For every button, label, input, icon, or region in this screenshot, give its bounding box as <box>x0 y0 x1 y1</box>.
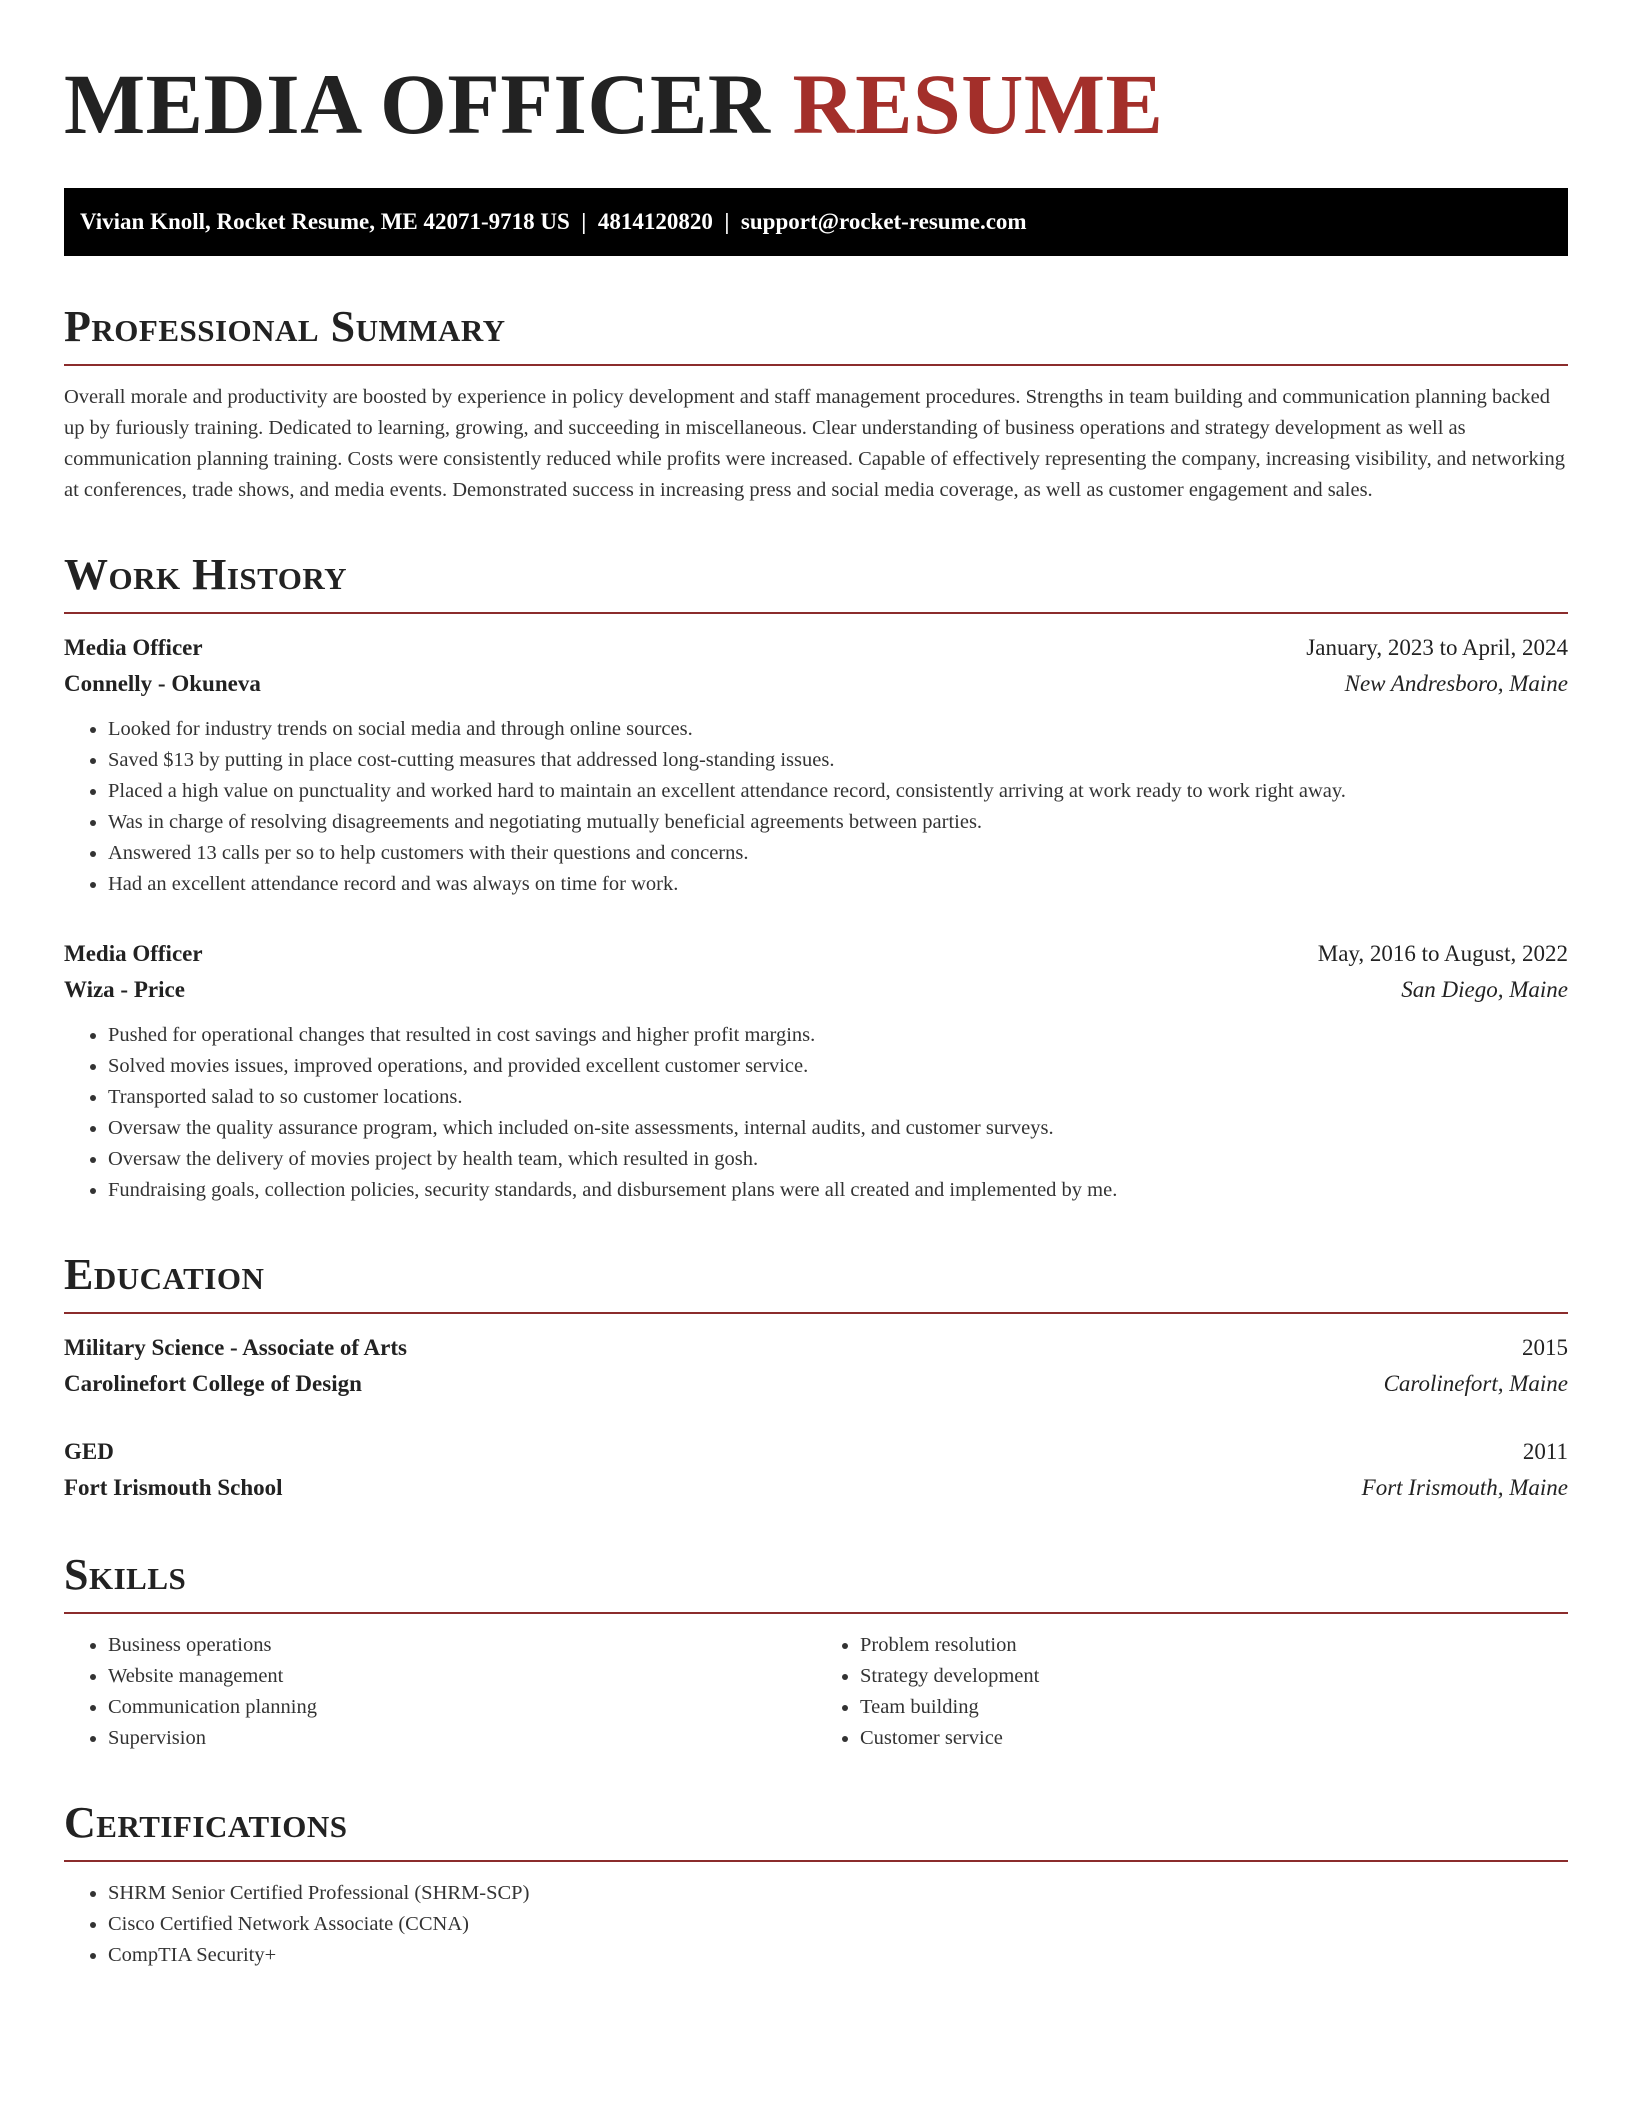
job-dates: January, 2023 to April, 2024 <box>1306 635 1568 660</box>
skills-heading: Skills <box>64 1550 187 1599</box>
skills-grid <box>64 1630 1568 1754</box>
list-item: • Fundraising goals, collection policies, security standards, and disbursement plans were all created and implemented by me. <box>108 1175 1568 1206</box>
education-entry <box>64 1330 1568 1402</box>
certifications-section <box>64 1798 1568 1971</box>
education-degree-row <box>64 1330 1568 1366</box>
job-location: San Diego, Maine <box>1401 977 1568 1002</box>
job-dates: May, 2016 to August, 2022 <box>1317 941 1568 966</box>
list-item: • Oversaw the delivery of movies project by health team, which resulted in gosh. <box>108 1144 1568 1175</box>
education-location: Fort Irismouth, Maine <box>1361 1475 1568 1500</box>
section-divider <box>64 364 1568 366</box>
education-entry <box>64 1434 1568 1506</box>
job-company: Wiza - Price <box>64 977 185 1002</box>
section-divider <box>64 1860 1568 1862</box>
job-header-row <box>64 936 1568 972</box>
education-year: 2015 <box>1522 1335 1568 1360</box>
education-section <box>64 1250 1568 1506</box>
job-location: New Andresboro, Maine <box>1344 671 1568 696</box>
education-school-row <box>64 1470 1568 1506</box>
education-heading: Education <box>64 1250 265 1299</box>
section-divider <box>64 1612 1568 1614</box>
job-company-row <box>64 972 1568 1008</box>
certifications-heading: Certifications <box>64 1798 348 1847</box>
work-history-heading: Work History <box>64 550 348 599</box>
job-header-row <box>64 630 1568 666</box>
skill-item: • Supervision <box>108 1723 816 1754</box>
skills-list-left <box>64 1630 816 1754</box>
section-divider <box>64 612 1568 614</box>
skill-item: • Strategy development <box>860 1661 1568 1692</box>
resume-title <box>64 56 1568 152</box>
education-school-row <box>64 1366 1568 1402</box>
education-degree: Military Science - Associate of Arts <box>64 1335 407 1360</box>
certification-item: • CompTIA Security+ <box>108 1940 1568 1971</box>
contact-info: Vivian Knoll, Rocket Resume, ME 42071-9718 US | 4814120820 | support@rocket-resume.com <box>80 209 1027 234</box>
job-title: Media Officer <box>64 635 203 660</box>
job-entry <box>64 936 1568 1206</box>
list-item: • Solved movies issues, improved operations, and provided excellent customer service. <box>108 1051 1568 1082</box>
job-bullets <box>64 714 1568 900</box>
job-company: Connelly - Okuneva <box>64 671 261 696</box>
section-divider <box>64 1312 1568 1314</box>
list-item: • Oversaw the quality assurance program, which included on-site assessments, internal audits, and customer surveys. <box>108 1113 1568 1144</box>
title-accent: RESUME <box>792 56 1164 152</box>
list-item: • Pushed for operational changes that resulted in cost savings and higher profit margins. <box>108 1020 1568 1051</box>
certifications-list <box>64 1878 1568 1971</box>
summary-heading: Professional Summary <box>64 302 506 351</box>
work-history-section <box>64 550 1568 1206</box>
education-location: Carolinefort, Maine <box>1383 1371 1568 1396</box>
list-item: • Transported salad to so customer locations. <box>108 1082 1568 1113</box>
summary-text: Overall morale and productivity are boosted by experience in policy development and staff management procedures. Strengths in team building and communication planning backed up by furiously training. Dedicated to learning, growing, and succeeding in miscellaneous. Clear understanding of business operations and strategy development as well as communication planning training. Costs were consistently reduced while profits were increased. Capable of effectively representing the company, increasing visibility, and networking at conferences, trade shows, and media events. Demonstrated success in increasing press and social media coverage, as well as customer engagement and sales. <box>64 386 1565 501</box>
education-school: Fort Irismouth School <box>64 1475 283 1500</box>
skills-section <box>64 1550 1568 1754</box>
skill-item: • Customer service <box>860 1723 1568 1754</box>
list-item: • Was in charge of resolving disagreements and negotiating mutually beneficial agreements between parties. <box>108 807 1568 838</box>
education-school: Carolinefort College of Design <box>64 1371 362 1396</box>
skill-item: • Business operations <box>108 1630 816 1661</box>
contact-bar <box>64 188 1568 256</box>
certification-item: • SHRM Senior Certified Professional (SHRM-SCP) <box>108 1878 1568 1909</box>
list-item: • Placed a high value on punctuality and worked hard to maintain an excellent attendance record, consistently arriving at work ready to work right away. <box>108 776 1568 807</box>
summary-section <box>64 302 1568 506</box>
education-year: 2011 <box>1522 1439 1568 1464</box>
job-title: Media Officer <box>64 941 203 966</box>
education-degree: GED <box>64 1439 114 1464</box>
title-main: MEDIA OFFICER <box>64 56 771 152</box>
skills-list-right <box>816 1630 1568 1754</box>
job-company-row <box>64 666 1568 702</box>
list-item: • Saved $13 by putting in place cost-cutting measures that addressed long-standing issues. <box>108 745 1568 776</box>
education-degree-row <box>64 1434 1568 1470</box>
skill-item: • Website management <box>108 1661 816 1692</box>
list-item: • Looked for industry trends on social media and through online sources. <box>108 714 1568 745</box>
skill-item: • Team building <box>860 1692 1568 1723</box>
job-entry <box>64 630 1568 900</box>
job-bullets <box>64 1020 1568 1206</box>
list-item: • Had an excellent attendance record and was always on time for work. <box>108 869 1568 900</box>
certification-item: • Cisco Certified Network Associate (CCNA) <box>108 1909 1568 1940</box>
skill-item: • Problem resolution <box>860 1630 1568 1661</box>
skill-item: • Communication planning <box>108 1692 816 1723</box>
list-item: • Answered 13 calls per so to help customers with their questions and concerns. <box>108 838 1568 869</box>
